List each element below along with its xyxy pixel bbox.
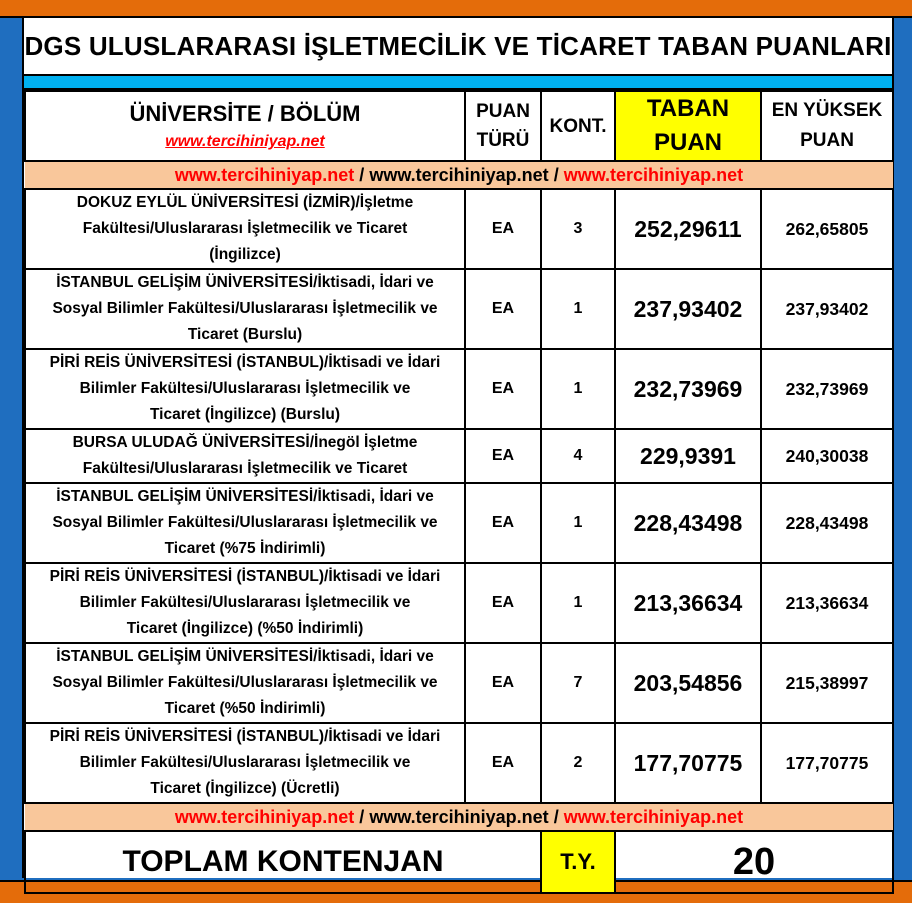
universite-text-line3: Ticaret (%75 İndirimli) <box>164 540 326 557</box>
universite-text-line3: Ticaret (İngilizce) (Burslu) <box>149 406 341 423</box>
universite-text-line2: Sosyal Bilimler Fakültesi/Uluslararası İşletmecilik ve <box>52 300 438 317</box>
universite-text-line1: İSTANBUL GELİŞİM ÜNİVERSİTESİ/İktisadi, İdari ve <box>56 648 434 665</box>
table-row <box>25 429 893 483</box>
header-link[interactable]: www.tercihiniyap.net <box>165 133 325 150</box>
cell-universite-bolum <box>25 189 465 269</box>
header-row <box>25 91 893 161</box>
cell-universite-bolum <box>25 723 465 803</box>
header-en-yuksek-line2: PUAN <box>800 130 854 151</box>
page-title: DGS ULUSLARARASI İŞLETMECİLİK VE TİCARET TABAN PUANLARI <box>24 18 892 76</box>
cell-taban-puan: 177,70775 <box>615 723 761 803</box>
universite-text-line2: Sosyal Bilimler Fakültesi/Uluslararası İşletmecilik ve <box>52 674 438 691</box>
cell-taban-puan: 228,43498 <box>615 483 761 563</box>
cell-kont: 4 <box>541 429 615 483</box>
cell-universite-bolum <box>25 429 465 483</box>
cell-puan-turu: EA <box>465 723 541 803</box>
header-kont: KONT. <box>541 91 615 161</box>
cell-puan-turu: EA <box>465 483 541 563</box>
cell-kont: 3 <box>541 189 615 269</box>
cell-puan-turu: EA <box>465 269 541 349</box>
cell-taban-puan: 213,36634 <box>615 563 761 643</box>
universite-text-line3: Ticaret (İngilizce) (Ücretli) <box>150 780 340 797</box>
title-divider-band <box>24 76 892 90</box>
link-banner-bottom <box>25 803 893 831</box>
link-banner-cell: www.tercihiniyap.net / www.tercihiniyap.net / www.tercihiniyap.net <box>25 161 893 189</box>
universite-text-line1: BURSA ULUDAĞ ÜNİVERSİTESİ/İnegöl İşletme <box>72 434 418 451</box>
link-banner-cell: www.tercihiniyap.net / www.tercihiniyap.net / www.tercihiniyap.net <box>25 803 893 831</box>
universite-text-line2: Bilimler Fakültesi/Uluslararası İşletmecilik ve <box>79 380 411 397</box>
banner-link-3[interactable]: www.tercihiniyap.net <box>563 164 744 185</box>
cell-universite-bolum <box>25 483 465 563</box>
universite-text-line2: Bilimler Fakültesi/Uluslararası İşletmecilik ve <box>79 594 411 611</box>
universite-text-line3: (İngilizce) <box>209 246 281 263</box>
table-row <box>25 483 893 563</box>
universite-text-line1: PİRİ REİS ÜNİVERSİTESİ (İSTANBUL)/İktisadi ve İdari <box>49 354 441 371</box>
cell-en-yuksek: 177,70775 <box>761 723 893 803</box>
table-panel <box>22 18 894 883</box>
table-row <box>25 269 893 349</box>
banner-link-2[interactable]: www.tercihiniyap.net <box>369 164 549 185</box>
cell-en-yuksek: 237,93402 <box>761 269 893 349</box>
header-puan-turu-line2: TÜRÜ <box>476 130 530 151</box>
cell-kont: 2 <box>541 723 615 803</box>
header-taban-puan <box>615 91 761 161</box>
cell-kont: 7 <box>541 643 615 723</box>
score-table <box>24 90 894 894</box>
table-row <box>25 189 893 269</box>
header-taban-line2: PUAN <box>653 129 722 156</box>
cell-en-yuksek: 215,38997 <box>761 643 893 723</box>
cell-en-yuksek: 240,30038 <box>761 429 893 483</box>
cell-universite-bolum <box>25 269 465 349</box>
header-universite-label: ÜNİVERSİTE / BÖLÜM <box>129 101 361 126</box>
banner-link-1[interactable]: www.tercihiniyap.net <box>174 164 355 185</box>
total-row <box>25 831 893 893</box>
cell-universite-bolum <box>25 563 465 643</box>
cell-taban-puan: 252,29611 <box>615 189 761 269</box>
cell-puan-turu: EA <box>465 349 541 429</box>
cell-puan-turu: EA <box>465 429 541 483</box>
cell-kont: 1 <box>541 269 615 349</box>
universite-text-line3: Ticaret (İngilizce) (%50 İndirimli) <box>126 620 364 637</box>
cell-kont: 1 <box>541 349 615 429</box>
cell-puan-turu: EA <box>465 189 541 269</box>
table-row <box>25 349 893 429</box>
universite-text-line1: İSTANBUL GELİŞİM ÜNİVERSİTESİ/İktisadi, İdari ve <box>56 274 434 291</box>
universite-text-line2: Fakültesi/Uluslararası İşletmecilik ve Ticaret <box>82 220 408 237</box>
universite-text-line2: Fakültesi/Uluslararası İşletmecilik ve Ticaret <box>82 460 408 477</box>
cell-taban-puan: 203,54856 <box>615 643 761 723</box>
cell-en-yuksek: 262,65805 <box>761 189 893 269</box>
cell-kont: 1 <box>541 563 615 643</box>
cell-en-yuksek: 232,73969 <box>761 349 893 429</box>
cell-puan-turu: EA <box>465 563 541 643</box>
banner-link-1[interactable]: www.tercihiniyap.net <box>174 806 355 827</box>
cell-universite-bolum <box>25 643 465 723</box>
cell-taban-puan: 237,93402 <box>615 269 761 349</box>
universite-text-line1: PİRİ REİS ÜNİVERSİTESİ (İSTANBUL)/İktisadi ve İdari <box>49 568 441 585</box>
cell-taban-puan: 229,9391 <box>615 429 761 483</box>
header-puan-turu-line1: PUAN <box>476 101 530 122</box>
total-kontenjan-value: 20 <box>615 831 893 893</box>
table-row <box>25 643 893 723</box>
top-orange-border <box>0 0 912 18</box>
header-en-yuksek-line1: EN YÜKSEK <box>771 100 883 121</box>
header-universite <box>25 91 465 161</box>
header-puan-turu <box>465 91 541 161</box>
universite-text-line2: Sosyal Bilimler Fakültesi/Uluslararası İşletmecilik ve <box>52 514 438 531</box>
header-taban-line1: TABAN <box>646 95 730 122</box>
universite-text-line3: Ticaret (Burslu) <box>187 326 303 343</box>
universite-text-line3: Ticaret (%50 İndirimli) <box>164 700 326 717</box>
header-en-yuksek <box>761 91 893 161</box>
universite-text-line1: DOKUZ EYLÜL ÜNİVERSİTESİ (İZMİR)/İşletme <box>76 194 414 211</box>
cell-kont: 1 <box>541 483 615 563</box>
cell-en-yuksek: 213,36634 <box>761 563 893 643</box>
table-row <box>25 723 893 803</box>
universite-text-line1: PİRİ REİS ÜNİVERSİTESİ (İSTANBUL)/İktisadi ve İdari <box>49 728 441 745</box>
universite-text-line2: Bilimler Fakültesi/Uluslararası İşletmecilik ve <box>79 754 411 771</box>
universite-text-line1: İSTANBUL GELİŞİM ÜNİVERSİTESİ/İktisadi, İdari ve <box>56 488 434 505</box>
cell-taban-puan: 232,73969 <box>615 349 761 429</box>
table-row <box>25 563 893 643</box>
cell-puan-turu: EA <box>465 643 541 723</box>
cell-en-yuksek: 228,43498 <box>761 483 893 563</box>
cell-universite-bolum <box>25 349 465 429</box>
ty-badge: T.Y. <box>541 831 615 893</box>
banner-link-3[interactable]: www.tercihiniyap.net <box>563 806 744 827</box>
link-banner-top <box>25 161 893 189</box>
total-label: TOPLAM KONTENJAN <box>25 831 541 893</box>
banner-link-2[interactable]: www.tercihiniyap.net <box>369 806 549 827</box>
